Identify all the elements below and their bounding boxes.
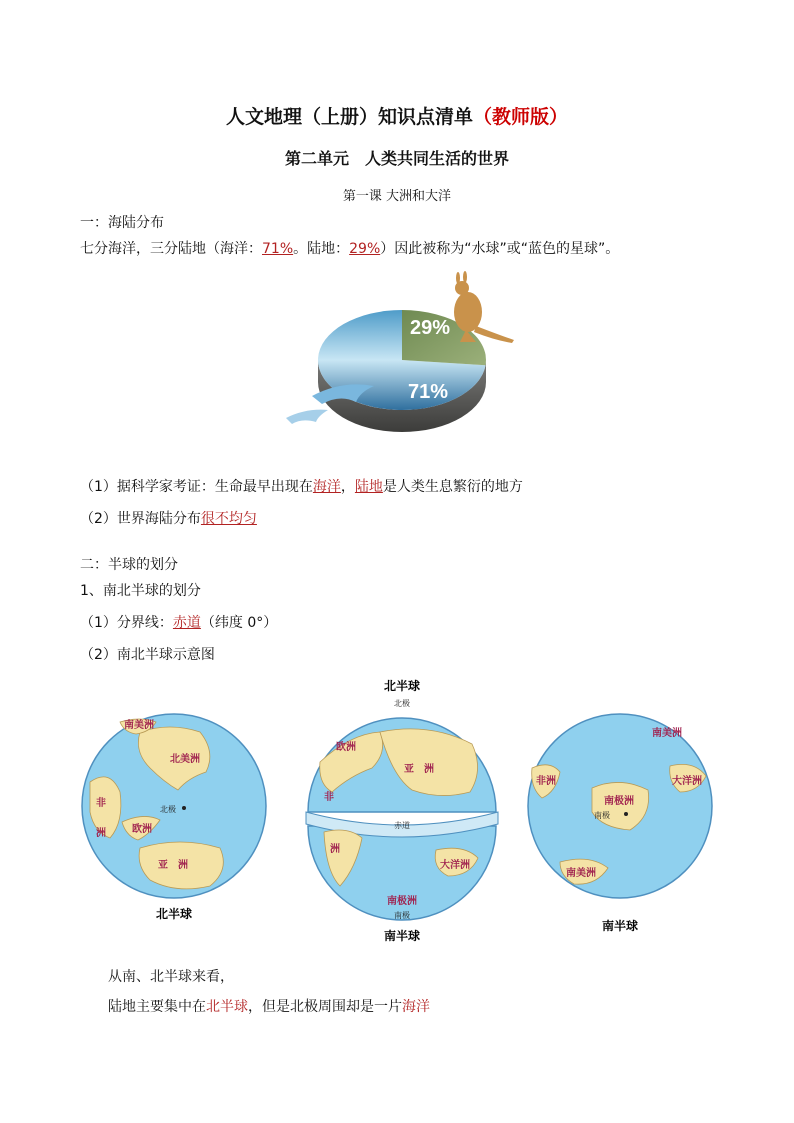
point2-text-a: （2）世界海陆分布 xyxy=(80,511,201,527)
section2-heading: 二：半球的划分 xyxy=(80,557,178,573)
middle-asia-label: 亚 洲 xyxy=(404,764,434,775)
conclusion-line-1: 从南、北半球来看， xyxy=(108,969,234,985)
right-samerica-label: 南美洲 xyxy=(566,868,596,879)
southern-hemisphere-globe xyxy=(528,714,712,933)
page-title xyxy=(0,102,794,129)
ratio-text-a: 七分海洋，三分陆地（海洋： xyxy=(80,241,262,257)
item-2: （2）南北半球示意图 xyxy=(80,647,215,663)
conclusion-line-2 xyxy=(108,996,430,1016)
middle-antarctica-label: 南极洲 xyxy=(387,896,417,907)
right-south-pole-label: 南极 xyxy=(594,811,610,820)
point1-text-b: 是人类生息繁衍的地方 xyxy=(382,479,523,495)
land-percent: 29% xyxy=(349,241,381,257)
left-asia-label: 亚 洲 xyxy=(158,860,188,871)
section1-heading: 一：海陆分布 xyxy=(80,215,164,231)
hemisphere-diagram xyxy=(80,672,730,952)
middle-north-pole-label: 北极 xyxy=(394,699,410,708)
unit-title: 第二单元 人类共同生活的世界 xyxy=(284,149,509,168)
middle-africa-label-2: 洲 xyxy=(330,844,340,855)
point2-answer: 很不均匀 xyxy=(200,511,257,527)
right-samerica-top-label: 南美洲 xyxy=(652,728,682,739)
item1-text-a: （1）分界线： xyxy=(80,615,173,631)
ratio-text-b: 。陆地： xyxy=(293,241,350,257)
equator-answer: 赤道 xyxy=(172,615,201,631)
conclusion-text-a: 陆地主要集中在 xyxy=(108,999,206,1015)
middle-equator-label: 赤道 xyxy=(394,821,410,830)
northern-hemisphere-globe xyxy=(82,714,266,921)
conclusion-text-b: ，但是北极周围却是一片 xyxy=(248,999,402,1015)
conclusion-answer-1: 北半球 xyxy=(206,999,248,1015)
point-2 xyxy=(80,508,257,528)
right-antarctica-label: 南极洲 xyxy=(604,796,634,807)
middle-oceania-label: 大洋洲 xyxy=(440,860,470,871)
left-globe-caption: 北半球 xyxy=(155,907,193,921)
middle-europe-label: 欧洲 xyxy=(336,742,356,753)
left-namerica-label: 北美洲 xyxy=(170,754,200,765)
middle-caption-bottom: 南半球 xyxy=(383,929,421,943)
left-samerica-label: 南美洲 xyxy=(124,720,154,731)
point1-ocean: 海洋 xyxy=(312,479,341,495)
ratio-text-c: ）因此被称为“水球”或“蓝色的星球”。 xyxy=(380,241,620,257)
point1-text-a: （1）据科学家考证：生命最早出现在 xyxy=(80,479,313,495)
point-1 xyxy=(80,476,523,496)
left-europe-label: 欧洲 xyxy=(132,824,152,835)
lesson-title: 第一课 大洲和大洋 xyxy=(342,189,452,204)
right-globe-caption: 南半球 xyxy=(601,919,639,933)
item-1 xyxy=(80,612,277,632)
title-main: 人文地理（上册）知识点清单 xyxy=(225,106,473,128)
sea-land-ratio-line xyxy=(80,238,619,258)
sea-land-pie-chart xyxy=(282,268,522,458)
conclusion-answer-2: 海洋 xyxy=(402,999,430,1015)
section2-sub1: 1、南北半球的划分 xyxy=(80,583,201,599)
pie-label-ocean: 71% xyxy=(407,381,449,403)
left-africa-label-1: 非 xyxy=(96,798,106,809)
point1-sep: ， xyxy=(340,479,355,495)
title-tag: （教师版） xyxy=(473,106,569,128)
middle-caption-top: 北半球 xyxy=(383,679,421,693)
middle-south-pole-label: 南极 xyxy=(394,911,410,920)
item1-text-b: （纬度 0°） xyxy=(200,615,278,631)
point1-land: 陆地 xyxy=(354,479,383,495)
left-north-pole-label: 北极 xyxy=(160,805,176,814)
split-globe xyxy=(306,678,498,943)
middle-africa-label-1: 非 xyxy=(324,792,334,803)
pie-label-land: 29% xyxy=(409,317,451,339)
right-africa-label: 非洲 xyxy=(536,776,556,787)
left-africa-label-2: 洲 xyxy=(96,828,106,839)
ocean-percent: 71% xyxy=(262,241,294,257)
right-oceania-label: 大洋洲 xyxy=(672,776,702,787)
